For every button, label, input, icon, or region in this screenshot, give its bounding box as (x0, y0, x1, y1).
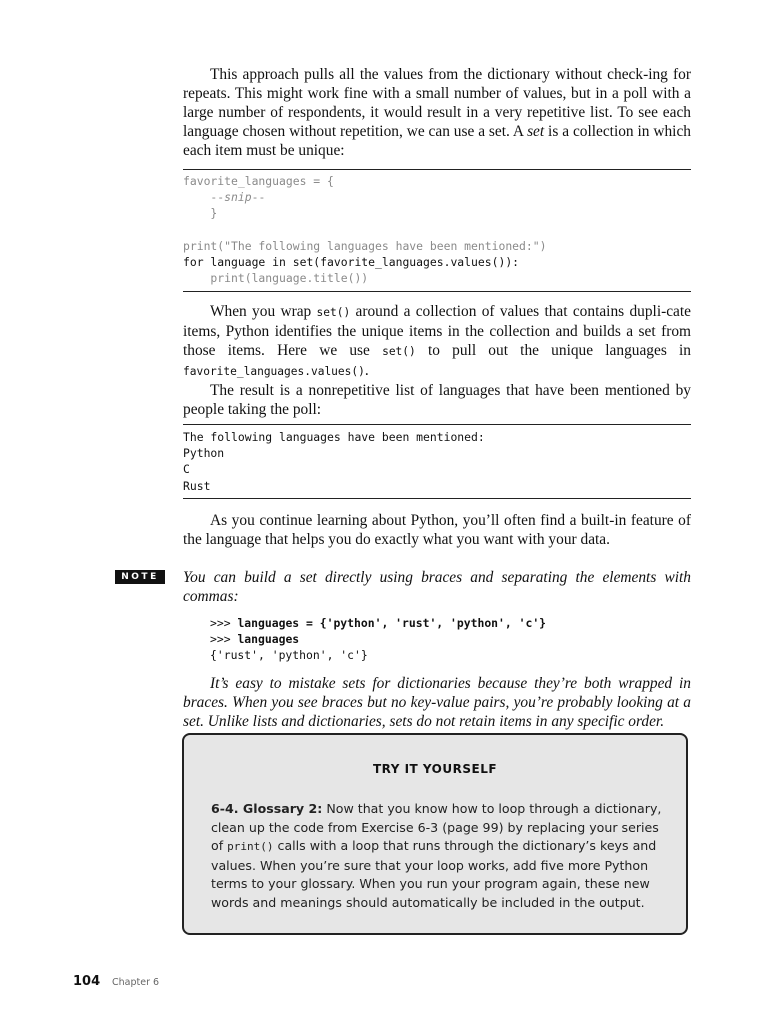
output-listing (183, 424, 691, 499)
page-number: 104 (73, 974, 101, 989)
chapter-label: Chapter 6 (112, 977, 160, 988)
intro-text: This approach pulls all the values from the dictionary without check-ing for repeats. This might work fine with a small number of values, but in a poll with a large number of respondents, it would result in a very repetitive list. To see each language chosen without repetition, we can use a set. A (183, 66, 691, 140)
exercise-text: 6-4. Glossary 2: Now that you know how to loop through a dictionary, clean up the code from Exercise 6-3 (page 99) by replacing your series of print() calls with a loop that runs through the dictionary’s keys and values. When you’re sure that your loop works, add five more Python terms to your glossary. When you run your program again, these new words and meanings should automatically be included in the output. (211, 801, 662, 910)
try-it-yourself-box (182, 733, 688, 935)
explanation-paragraph: When you wrap set() around a collection of values that contains dupli-cate items, Python identifies the unique items in the collection and builds a set from those items. Here we use set() to pull out the unique languages in favorite_languages.values(). The result is a nonrepetitive list of languages that have been mentioned by people taking the poll: (183, 303, 691, 418)
code-line: } (183, 206, 218, 221)
inline-code: favorite_languages.values() (183, 365, 365, 378)
note-paragraph: It’s easy to mistake sets for dictionaries because they’re both wrapped in braces. When you see braces but no key-value pairs, you’re probably looking at a set. Unlike lists and dictionaries, sets do not retain items in any specific order. (183, 674, 691, 730)
box-title: TRY IT YOURSELF (372, 762, 498, 776)
inline-code: set() (382, 345, 416, 358)
code-line (183, 222, 691, 238)
note-badge: NOTE (115, 570, 165, 584)
output-line: C (183, 462, 190, 477)
inline-code: set() (316, 306, 351, 319)
intro-text-end: is a collection in which each item must be unique: (183, 123, 691, 159)
result-paragraph: The result is a nonrepetitive list of languages that have been mentioned by people taking the poll: (183, 382, 691, 418)
code-line: print(language.title()) (183, 271, 369, 286)
exercise-label: 6-4. Glossary 2: (211, 801, 323, 816)
output-line: Rust (183, 478, 211, 493)
inline-code: print() (227, 840, 274, 853)
output-line: The following languages have been mentioned: (183, 430, 485, 444)
closing-paragraph: As you continue learning about Python, you’ll often find a built-in feature of the language that helps you do exactly what you want with your data. (183, 512, 691, 548)
output-line: Python (183, 446, 225, 461)
code-line-highlight: for language in set(favorite_languages.values()): (183, 255, 520, 270)
code-line: print("The following languages have been mentioned:") (183, 238, 547, 253)
code-line: --snip-- (183, 190, 266, 205)
note-code: >>> languages = {'python', 'rust', 'python', 'c'} >>> languages {'rust', 'python', 'c'} (210, 616, 547, 663)
intro-paragraph (183, 65, 691, 160)
code-line: favorite_languages = { (183, 174, 334, 188)
note-section (183, 568, 691, 731)
code-listing (183, 169, 691, 292)
intro-emphasis: set (527, 123, 545, 140)
note-text: You can build a set directly using braces and separating the elements with commas: (183, 569, 691, 605)
